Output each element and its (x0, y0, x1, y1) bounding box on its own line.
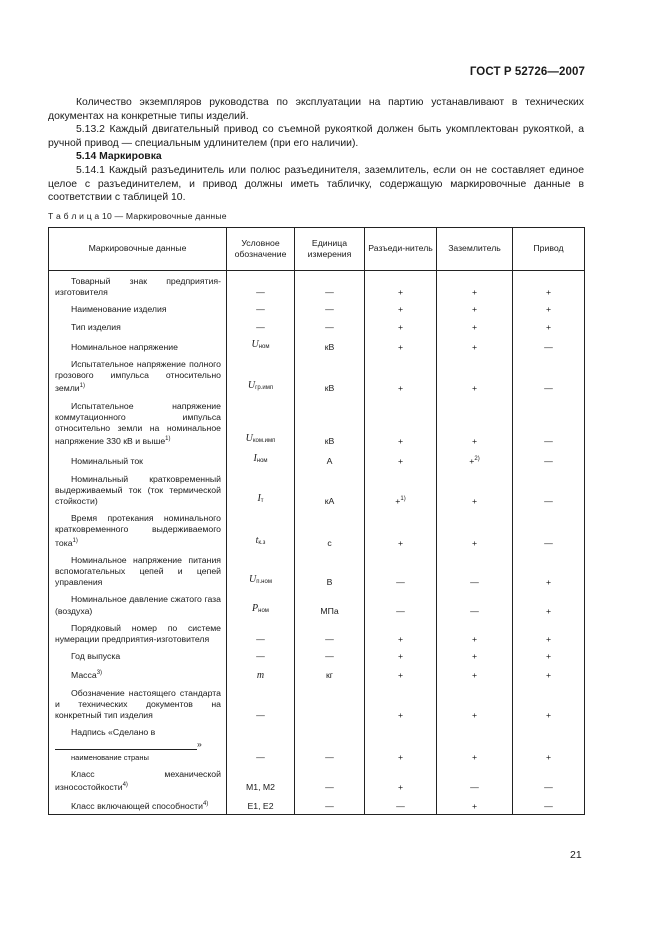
cell-unit-value: — (325, 321, 334, 332)
cell-marking-name (49, 448, 227, 468)
cell-drive (513, 271, 585, 300)
cell-unit-value: кВ (324, 436, 335, 447)
cell-marking-name (49, 663, 227, 682)
cell-unit-value: — (325, 751, 334, 762)
cell-drive-value: — (544, 341, 553, 352)
cell-unit (295, 469, 365, 509)
symbol-subscript: ном (258, 607, 269, 614)
cell-earthing-switch-value: + (471, 287, 478, 298)
symbol-subscript: п.ном (256, 579, 272, 586)
cell-symbol (227, 334, 295, 354)
marking-name-text: Испытательное напряжение коммутационного импульса относительно земли на номинальное напряжение 330 кВ и выше (55, 400, 221, 447)
cell-unit-value: — (325, 801, 334, 812)
cell-earthing-switch-value: + (471, 321, 478, 332)
cell-drive-value: — (544, 383, 553, 394)
footnote-ref: 1) (165, 436, 171, 443)
table-row (49, 618, 585, 646)
cell-drive-value: + (545, 651, 552, 662)
cell-marking-name (49, 299, 227, 316)
cell-drive (513, 354, 585, 396)
marking-name-text: Масса (71, 670, 97, 681)
symbol-subscript: гр.имп (255, 385, 274, 392)
symbol-letter: U (247, 380, 256, 392)
cell-unit (295, 508, 365, 550)
cell-earthing-switch (437, 469, 513, 509)
cell-disconnector-value: + (397, 436, 404, 447)
table-row (49, 317, 585, 334)
footnote-ref: 3) (96, 670, 103, 677)
header-earthing-switch: Заземлитель (437, 228, 513, 271)
symbol-letter: U (249, 574, 257, 586)
cell-disconnector (365, 722, 437, 764)
cell-disconnector-value: + (397, 321, 404, 332)
cell-symbol: — (227, 618, 295, 646)
cell-drive-value: + (545, 304, 552, 315)
page-number: 21 (570, 849, 582, 861)
table-row (49, 508, 585, 550)
table-caption: Т а б л и ц а 10 — Маркировочные данные (48, 211, 227, 221)
cell-earthing-switch (437, 663, 513, 682)
cell-earthing-switch-value: + (471, 341, 478, 352)
header-marking-data: Маркировочные данные (49, 228, 227, 271)
cell-disconnector-value: + (397, 651, 404, 662)
cell-drive-value: + (545, 605, 552, 616)
cell-drive (513, 334, 585, 354)
cell-symbol: — (227, 299, 295, 316)
cell-unit-value: А (326, 456, 333, 467)
table-row (49, 683, 585, 723)
cell-marking-name (49, 618, 227, 646)
cell-disconnector-value: + (397, 537, 404, 548)
cell-earthing-switch (437, 354, 513, 396)
symbol-subscript: т (260, 498, 264, 505)
cell-marking-name (49, 722, 227, 764)
marking-name-text: Тип изделия (71, 321, 121, 332)
cell-drive (513, 317, 585, 334)
table-row (49, 550, 585, 590)
cell-unit-value: — (325, 651, 334, 662)
cell-unit (295, 354, 365, 396)
cell-unit (295, 683, 365, 723)
cell-earthing-switch-value: + (471, 496, 478, 507)
cell-disconnector (365, 618, 437, 646)
cell-earthing-switch-value: + (471, 383, 478, 394)
cell-drive (513, 663, 585, 682)
cell-drive (513, 469, 585, 509)
table-row (49, 448, 585, 468)
cell-marking-name (49, 317, 227, 334)
marking-name-text: Порядковый номер по системе нумерации предприятия-изготовителя (55, 622, 221, 645)
table-row (49, 663, 585, 682)
cell-symbol: — (227, 683, 295, 723)
cell-marking-name (49, 469, 227, 509)
cell-drive (513, 396, 585, 449)
cell-disconnector (365, 683, 437, 723)
cell-drive-value: — (544, 801, 553, 812)
cell-disconnector (365, 646, 437, 663)
cell-drive (513, 722, 585, 764)
cell-disconnector-value: + (395, 496, 401, 507)
cell-disconnector (365, 508, 437, 550)
header-unit: Единица измерения (295, 228, 365, 271)
cell-disconnector-value: + (397, 751, 404, 762)
cell-marking-name (49, 794, 227, 814)
cell-drive (513, 589, 585, 617)
cell-drive (513, 794, 585, 814)
table-row (49, 764, 585, 794)
table-row (49, 271, 585, 300)
symbol-letter: I (253, 453, 257, 465)
cell-disconnector-value: + (397, 456, 404, 467)
cell-earthing-switch (437, 618, 513, 646)
cell-earthing-switch (437, 722, 513, 764)
paragraph-5-14-1: 5.14.1 Каждый разъединитель или полюс разъединителя, заземлитель, если он не составляет единое целое с разъединителем, и привод должны иметь табличку, содержащую маркировочные данные в соответствии с таблицей 10. (48, 164, 584, 204)
symbol-letter: U (245, 433, 253, 445)
blank-line-caption: наименование страны (71, 752, 149, 762)
footnote-ref: 1) (79, 383, 85, 390)
cell-drive-value: + (545, 710, 552, 721)
marking-name-text: Время протекания номинального кратковременного выдерживаемого тока (55, 513, 221, 548)
cell-disconnector-value: + (397, 341, 404, 352)
cell-marking-name (49, 683, 227, 723)
marking-name-text: Год выпуска (71, 651, 121, 662)
cell-unit (295, 722, 365, 764)
table-row (49, 396, 585, 449)
cell-unit-value: кВ (324, 341, 335, 352)
cell-symbol (227, 663, 295, 682)
cell-disconnector (365, 271, 437, 300)
cell-disconnector-value: — (396, 605, 405, 616)
cell-unit (295, 334, 365, 354)
marking-name-text: Номинальный ток (71, 456, 143, 467)
marking-name-text: Класс включающей способности (71, 801, 203, 812)
cell-disconnector-value: + (397, 710, 404, 721)
marking-name-text: Товарный знак предприятия-изготовителя (55, 276, 221, 298)
cell-unit (295, 448, 365, 468)
cell-drive (513, 683, 585, 723)
cell-unit-value: — (325, 782, 334, 793)
cell-earthing-switch (437, 271, 513, 300)
footnote-ref: 1) (400, 496, 406, 503)
cell-disconnector (365, 550, 437, 590)
cell-earthing-switch (437, 448, 513, 468)
symbol-letter: P (252, 602, 259, 614)
cell-earthing-switch-value: + (471, 710, 478, 721)
cell-unit-value: МПа (320, 605, 339, 616)
cell-unit (295, 764, 365, 794)
cell-disconnector-value: + (397, 383, 404, 394)
cell-disconnector-value: + (397, 782, 404, 793)
cell-unit (295, 794, 365, 814)
table-row (49, 299, 585, 316)
cell-disconnector-value: — (396, 801, 405, 812)
cell-marking-name (49, 271, 227, 300)
closing-quote: » (197, 738, 202, 749)
marking-name-text: Номинальный кратковременный выдерживаемый ток (ток термической стойкости) (55, 473, 221, 507)
cell-disconnector (365, 448, 437, 468)
symbol-subscript: ном (256, 458, 268, 465)
header-symbol: Условное обозначение (227, 228, 295, 271)
cell-earthing-switch-value: — (470, 782, 479, 793)
cell-symbol (227, 448, 295, 468)
cell-disconnector (365, 663, 437, 682)
header-drive: Привод (513, 228, 585, 271)
marking-name-text: Номинальное напряжение питания вспомогательных цепей и цепей управления (55, 554, 221, 588)
table-body (49, 271, 585, 815)
table-row (49, 646, 585, 663)
cell-earthing-switch-value: + (471, 751, 478, 762)
cell-unit-value: — (325, 304, 334, 315)
cell-symbol: E1, E2 (227, 794, 295, 814)
marking-name-text: Номинальное давление сжатого газа (воздуха) (55, 594, 221, 616)
cell-earthing-switch (437, 508, 513, 550)
footnote-ref: 2) (474, 456, 480, 463)
cell-drive (513, 550, 585, 590)
cell-drive-value: + (545, 670, 552, 681)
cell-earthing-switch (437, 646, 513, 663)
cell-disconnector (365, 396, 437, 449)
cell-earthing-switch-value: + (469, 456, 475, 467)
cell-drive (513, 646, 585, 663)
cell-disconnector (365, 764, 437, 794)
cell-unit-value: с (327, 537, 332, 548)
cell-unit-value: кА (324, 496, 335, 507)
symbol-letter: I (257, 493, 261, 505)
cell-disconnector (365, 317, 437, 334)
table-row (49, 722, 585, 764)
symbol-letter: t (255, 534, 259, 546)
table-row (49, 794, 585, 814)
symbol-subscript: к.з (258, 539, 266, 546)
body-text (48, 96, 584, 205)
cell-unit (295, 618, 365, 646)
marking-data-table (48, 227, 585, 815)
cell-earthing-switch (437, 550, 513, 590)
marking-name-text: Обозначение настоящего стандарта и технических документов на конкретный тип изделия (55, 687, 221, 721)
symbol-subscript: ном (258, 343, 270, 350)
cell-earthing-switch-value: + (471, 537, 478, 548)
paragraph-5-13-2: 5.13.2 Каждый двигательный привод со съемной рукояткой должен быть укомплектован рукояткой, а ручной привод — специальным удлинителем (при его наличии). (48, 124, 584, 149)
cell-disconnector-value: + (397, 670, 404, 681)
cell-marking-name (49, 550, 227, 590)
cell-earthing-switch-value: + (471, 634, 478, 645)
cell-symbol: — (227, 722, 295, 764)
cell-drive-value: + (545, 321, 552, 332)
symbol-subscript: ком.имп (252, 438, 276, 445)
blank-line (55, 740, 197, 750)
cell-disconnector-value: + (397, 634, 404, 645)
cell-symbol: — (227, 317, 295, 334)
cell-unit-value: В (326, 577, 333, 588)
cell-earthing-switch-value: — (470, 577, 479, 588)
cell-unit (295, 646, 365, 663)
cell-drive-value: — (544, 537, 553, 548)
cell-drive (513, 618, 585, 646)
cell-symbol (227, 508, 295, 550)
cell-marking-name (49, 764, 227, 794)
cell-drive-value: + (545, 634, 552, 645)
cell-disconnector (365, 589, 437, 617)
cell-earthing-switch-value: + (471, 651, 478, 662)
cell-disconnector (365, 334, 437, 354)
cell-symbol (227, 589, 295, 617)
document-id: ГОСТ Р 52726—2007 (469, 66, 585, 78)
cell-disconnector-value: + (397, 287, 404, 298)
cell-disconnector-value: — (396, 577, 405, 588)
table-header-row (49, 228, 585, 271)
cell-unit (295, 396, 365, 449)
cell-symbol (227, 550, 295, 590)
symbol-letter: U (251, 338, 259, 350)
cell-drive (513, 448, 585, 468)
cell-unit (295, 299, 365, 316)
cell-unit (295, 317, 365, 334)
cell-disconnector (365, 299, 437, 316)
table-row (49, 469, 585, 509)
symbol-letter: m (256, 670, 265, 682)
table-row (49, 589, 585, 617)
cell-drive-value: + (545, 577, 552, 588)
marking-name-text: Номинальное напряжение (71, 341, 178, 352)
cell-drive-value: — (544, 436, 553, 447)
section-heading-marking: 5.14 Маркировка (76, 151, 162, 163)
footnote-ref: 4) (202, 801, 209, 808)
cell-marking-name (49, 354, 227, 396)
cell-disconnector (365, 794, 437, 814)
cell-earthing-switch (437, 299, 513, 316)
cell-earthing-switch (437, 764, 513, 794)
cell-unit (295, 589, 365, 617)
cell-unit (295, 550, 365, 590)
cell-marking-name (49, 508, 227, 550)
cell-earthing-switch-value: + (471, 670, 478, 681)
cell-symbol: — (227, 646, 295, 663)
cell-marking-name (49, 334, 227, 354)
cell-unit (295, 663, 365, 682)
cell-disconnector (365, 469, 437, 509)
cell-drive (513, 764, 585, 794)
table-row (49, 354, 585, 396)
footnote-ref: 4) (122, 782, 128, 789)
cell-unit-value: — (325, 287, 334, 298)
cell-earthing-switch (437, 396, 513, 449)
cell-earthing-switch-value: + (471, 801, 478, 812)
cell-earthing-switch-value: — (470, 605, 479, 616)
marking-name-text: Испытательное напряжение полного грозового импульса относительно земли (55, 359, 221, 394)
cell-marking-name (49, 396, 227, 449)
cell-earthing-switch (437, 794, 513, 814)
cell-drive-value: + (545, 751, 552, 762)
cell-unit (295, 271, 365, 300)
marking-name-text: Класс механической износостойкости (55, 768, 221, 793)
cell-disconnector-value: + (397, 304, 404, 315)
marking-name-text: Наименование изделия (71, 304, 167, 315)
paragraph-manual-copies: Количество экземпляров руководства по эксплуатации на партию устанавливают в технических документах на конкретные типы изделий. (48, 97, 584, 122)
cell-earthing-switch (437, 683, 513, 723)
cell-symbol (227, 469, 295, 509)
cell-earthing-switch (437, 589, 513, 617)
cell-disconnector (365, 354, 437, 396)
footnote-ref: 1) (72, 537, 78, 544)
cell-marking-name (49, 589, 227, 617)
cell-symbol (227, 396, 295, 449)
cell-earthing-switch (437, 317, 513, 334)
cell-symbol: — (227, 271, 295, 300)
marking-name-text: Надпись «Сделано в (71, 727, 156, 738)
cell-marking-name (49, 646, 227, 663)
cell-drive (513, 508, 585, 550)
cell-symbol (227, 354, 295, 396)
table-row (49, 334, 585, 354)
cell-drive-value: — (544, 496, 553, 507)
cell-symbol: M1, M2 (227, 764, 295, 794)
cell-unit-value: кг (326, 670, 333, 681)
cell-unit-value: — (325, 634, 334, 645)
cell-unit-value: кВ (324, 383, 335, 394)
cell-drive-value: — (544, 456, 553, 467)
cell-earthing-switch-value: + (471, 304, 478, 315)
cell-drive-value: + (545, 287, 552, 298)
cell-drive-value: — (544, 782, 553, 793)
header-disconnector: Разъеди-нитель (365, 228, 437, 271)
cell-earthing-switch-value: + (471, 436, 478, 447)
cell-drive (513, 299, 585, 316)
cell-earthing-switch (437, 334, 513, 354)
